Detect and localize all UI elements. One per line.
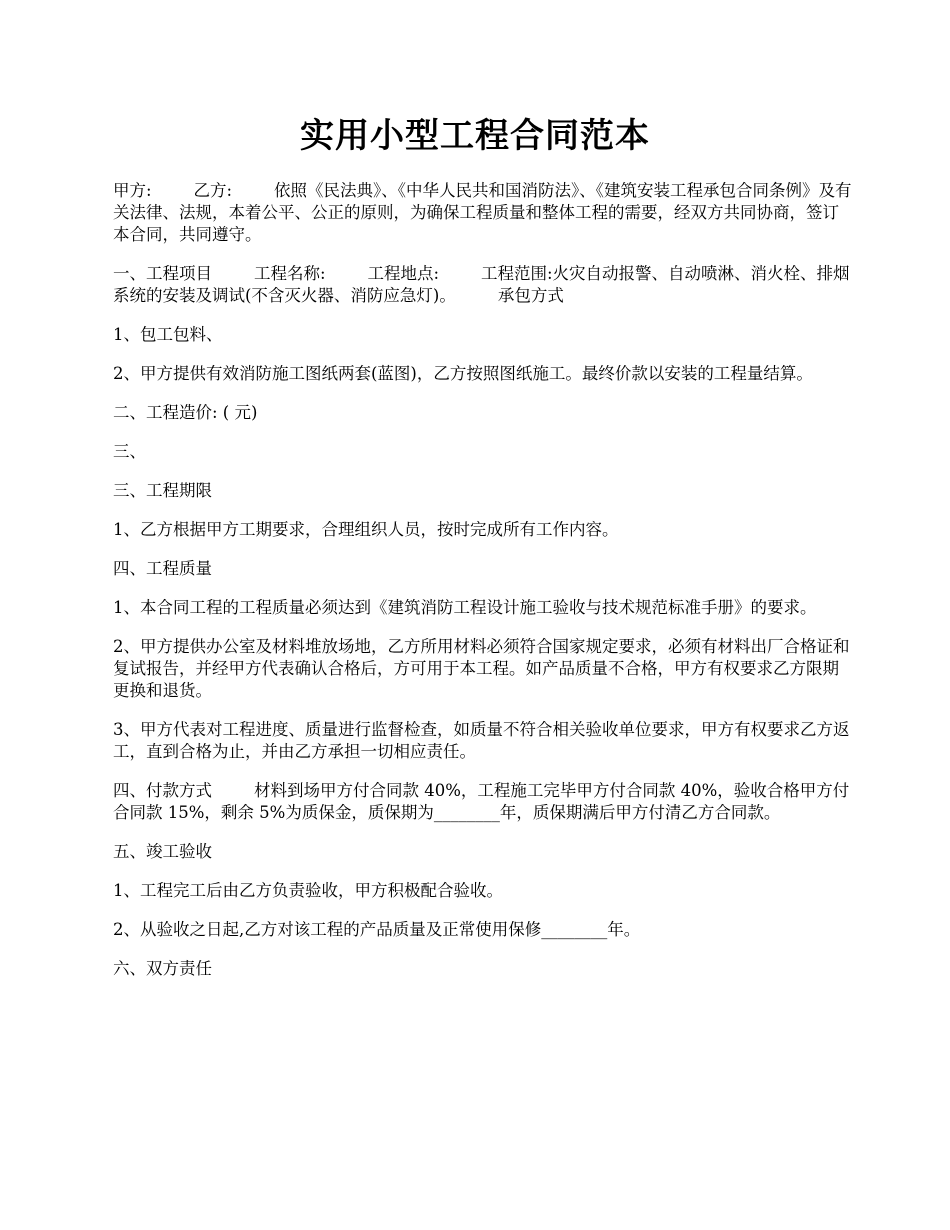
paragraph-item: 1、工程完工后由乙方负责验收，甲方积极配合验收。 bbox=[113, 881, 503, 900]
paragraph-item: 2、从验收之日起,乙方对该工程的产品质量及正常使用保修________年。 bbox=[113, 920, 641, 939]
paragraph-item: 2、甲方提供办公室及材料堆放场地，乙方所用材料必须符合国家规定要求，必须有材料出厂合格证和复试报告，并经甲方代表确认合格后，方可用于本工程。如产品质量不合格，甲方有权要求乙方限期更换和退货。 bbox=[113, 637, 850, 700]
paragraph-heading: 三、 bbox=[113, 442, 146, 461]
paragraph-item: 3、甲方代表对工程进度、质量进行监督检查，如质量不符合相关验收单位要求，甲方有权要求乙方返工，直到合格为止，并由乙方承担一切相应责任。 bbox=[113, 720, 850, 761]
paragraph-preamble: 甲方: 乙方: 依照《民法典》、《中华人民共和国消防法》、《建筑安装工程承包合同条例》及有关法律、法规，本着公平、公正的原则，为确保工程质量和整体工程的需要，经双方共同协商，签订本合同，共同遵守。 bbox=[113, 181, 852, 244]
paragraph-payment: 四、付款方式 材料到场甲方付合同款 40%，工程施工完毕甲方付合同款 40%，验收合格甲方付合同款 15%，剩余 5%为质保金，质保期为________年，质保期满后甲方付清乙方合同款。 bbox=[113, 781, 850, 822]
document-body bbox=[113, 180, 855, 997]
paragraph-item: 1、本合同工程的工程质量必须达到《建筑消防工程设计施工验收与技术规范标准手册》的要求。 bbox=[113, 598, 817, 617]
paragraph-heading: 二、工程造价: ( 元) bbox=[113, 403, 258, 422]
paragraph-heading: 三、工程期限 bbox=[113, 481, 212, 500]
paragraph-item: 1、乙方根据甲方工期要求，合理组织人员，按时完成所有工作内容。 bbox=[113, 520, 619, 539]
paragraph-item: 2、甲方提供有效消防施工图纸两套(蓝图)，乙方按照图纸施工。最终价款以安装的工程量结算。 bbox=[113, 364, 813, 383]
paragraph-heading: 六、双方责任 bbox=[113, 959, 212, 978]
paragraph-heading: 四、工程质量 bbox=[113, 559, 212, 578]
paragraph-project: 一、工程项目 工程名称: 工程地点: 工程范围:火灾自动报警、自动喷淋、消火栓、排烟系统的安装及调试(不含灭火器、消防应急灯)。 承包方式 bbox=[113, 264, 850, 305]
paragraph-heading: 五、竣工验收 bbox=[113, 842, 212, 861]
paragraph-item: 1、包工包料、 bbox=[113, 325, 223, 344]
document-title: 实用小型工程合同范本 bbox=[300, 116, 650, 156]
